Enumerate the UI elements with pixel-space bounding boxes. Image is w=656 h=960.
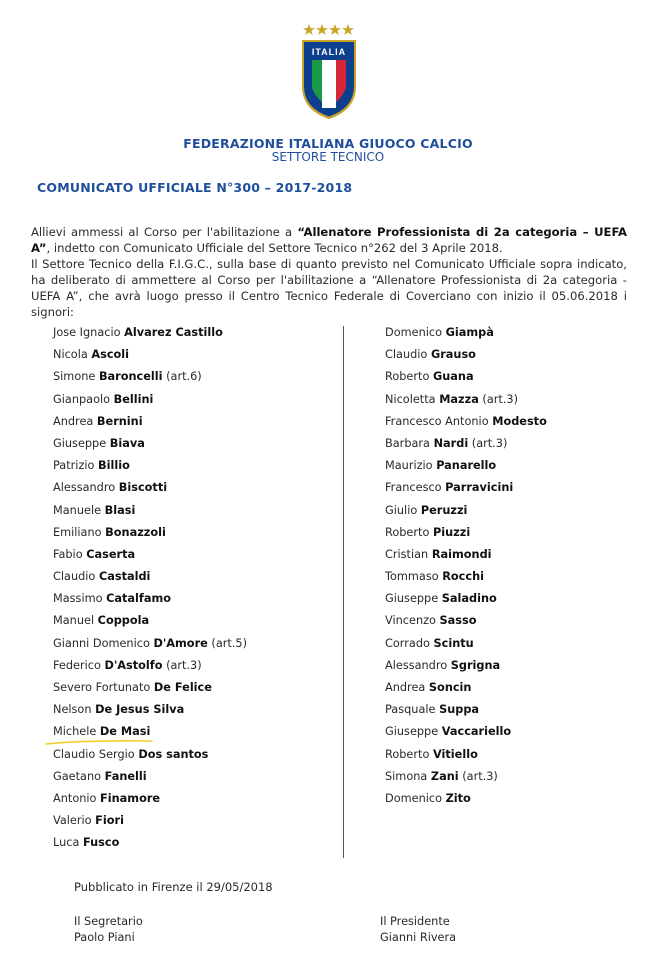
document-title: COMUNICATO UFFICIALE N°300 – 2017-2018 [37, 180, 353, 195]
list-item [385, 459, 547, 481]
list-item [385, 370, 547, 392]
list-item [53, 570, 247, 592]
last-name: Giampà [445, 326, 494, 339]
list-item [53, 681, 247, 703]
article-note: (art.6) [166, 370, 202, 384]
list-item [53, 459, 247, 481]
first-name: Claudio Sergio [53, 747, 135, 761]
list-item [53, 526, 247, 548]
intro-text [31, 224, 627, 320]
last-name: Caserta [86, 547, 136, 561]
first-name: Alessandro [53, 481, 116, 495]
first-name: Emiliano [53, 525, 102, 539]
first-name: Massimo [53, 592, 103, 606]
secretary-title: Il Segretario [74, 915, 143, 928]
last-name: Peruzzi [420, 503, 468, 517]
last-name: Mazza [439, 392, 479, 406]
star-icon [303, 24, 354, 35]
list-item [53, 592, 247, 614]
first-name: Vincenzo [385, 614, 436, 628]
list-item [53, 637, 247, 659]
last-name: Parravicini [445, 481, 514, 495]
last-name: Dos santos [138, 747, 209, 761]
column-divider [343, 326, 344, 858]
article-note: (art.3) [471, 436, 508, 450]
last-name: Nardi [433, 436, 469, 450]
article-note: (art.5) [211, 636, 247, 650]
last-name: Biava [109, 436, 145, 450]
first-name: Luca [53, 836, 80, 850]
organization-department: SETTORE TECNICO [271, 150, 385, 164]
list-item [53, 370, 247, 392]
list-item [385, 681, 547, 703]
left-name-list [53, 326, 247, 859]
first-name: Patrizio [53, 459, 95, 473]
list-item [385, 792, 547, 814]
first-name: Simone [53, 370, 96, 384]
list-item [385, 592, 547, 614]
last-name: Zani [430, 769, 459, 783]
first-name: Severo Fortunato [53, 681, 151, 694]
first-name: Giuseppe [53, 436, 107, 450]
last-name: Vitiello [432, 747, 478, 761]
last-name: Sasso [439, 614, 477, 628]
first-name: Maurizio [385, 459, 433, 473]
list-item [53, 836, 247, 858]
list-item [385, 481, 547, 503]
secretary-name: Paolo Piani [74, 931, 135, 944]
last-name: Finamore [100, 791, 161, 805]
first-name: Gianpaolo [53, 392, 111, 406]
first-name: Domenico [385, 326, 442, 339]
first-name: Domenico [385, 791, 442, 805]
list-item [53, 703, 247, 725]
last-name: Suppa [439, 703, 480, 717]
list-item [53, 326, 247, 348]
first-name: Gaetano [53, 769, 102, 783]
last-name: Alvarez Castillo [124, 326, 223, 339]
list-item [53, 504, 247, 526]
list-item [53, 792, 247, 814]
last-name: De Masi [99, 725, 151, 739]
first-name: Barbara [385, 436, 430, 450]
publication-note: Pubblicato in Firenze il 29/05/2018 [74, 880, 273, 894]
organization-name: FEDERAZIONE ITALIANA GIUOCO CALCIO [183, 136, 473, 151]
last-name: Bellini [113, 392, 154, 406]
first-name: Francesco [385, 481, 442, 495]
list-item [53, 481, 247, 503]
last-name: Baroncelli [98, 370, 163, 384]
last-name: Guana [432, 370, 474, 384]
last-name: D'Astolfo [104, 658, 163, 672]
first-name: Nicoletta [385, 392, 436, 406]
last-name: Ascoli [91, 348, 130, 362]
last-name: Catalfamo [106, 592, 171, 606]
first-name: Valerio [53, 814, 92, 828]
intro-p1-end: , indetto con Comunicato Ufficiale del Settore Tecnico n°262 del 3 Aprile 2018. [46, 241, 503, 255]
first-name: Gianni Domenico [53, 636, 150, 650]
signature-president [380, 914, 456, 946]
list-item [385, 725, 547, 747]
list-item [385, 526, 547, 548]
last-name: De Jesus Silva [95, 703, 185, 717]
list-item [385, 748, 547, 770]
list-item [385, 659, 547, 681]
first-name: Andrea [53, 414, 94, 428]
president-title: Il Presidente [380, 915, 450, 928]
list-item [385, 570, 547, 592]
article-note: (art.3) [462, 769, 498, 783]
list-item [385, 348, 547, 370]
list-item [385, 437, 547, 459]
first-name: Giuseppe [385, 725, 439, 739]
yellow-underline-mark [44, 738, 154, 746]
list-item [385, 703, 547, 725]
last-name: Blasi [104, 503, 136, 517]
first-name: Giuseppe [385, 592, 439, 606]
list-item [385, 326, 547, 348]
last-name: Zito [445, 791, 471, 805]
list-item [53, 614, 247, 636]
list-item [385, 548, 547, 570]
first-name: Roberto [385, 525, 430, 539]
signature-secretary [74, 914, 143, 946]
list-item [385, 770, 547, 792]
list-item [385, 614, 547, 636]
first-name: Cristian [385, 547, 429, 561]
list-item [53, 748, 247, 770]
last-name: Vaccariello [441, 725, 512, 739]
intro-p1-start: Allievi ammessi al Corso per l'abilitazione a [31, 225, 298, 239]
first-name: Corrado [385, 636, 430, 650]
last-name: Fiori [95, 814, 124, 828]
first-name: Jose Ignacio [53, 326, 121, 339]
intro-paragraph-1 [31, 224, 627, 256]
first-name: Claudio [385, 348, 428, 362]
list-item [53, 415, 247, 437]
last-name: Panarello [436, 459, 497, 473]
last-name: Piuzzi [432, 525, 471, 539]
list-item [53, 814, 247, 836]
first-name: Andrea [385, 681, 426, 694]
list-item [385, 637, 547, 659]
first-name: Fabio [53, 547, 83, 561]
last-name: D'Amore [153, 636, 208, 650]
list-item [53, 348, 247, 370]
last-name: Grauso [430, 348, 476, 362]
president-name: Gianni Rivera [380, 931, 457, 944]
first-name: Manuel [53, 614, 95, 628]
first-name: Nicola [53, 348, 88, 362]
article-note: (art.3) [482, 392, 519, 406]
first-name: Federico [53, 658, 101, 672]
last-name: Castaldi [98, 570, 151, 584]
last-name: Fanelli [104, 769, 147, 783]
last-name: Rocchi [442, 570, 484, 584]
first-name: Roberto [385, 370, 430, 384]
first-name: Giulio [385, 503, 418, 517]
list-item [385, 393, 547, 415]
list-item [385, 504, 547, 526]
first-name: Manuele [53, 503, 102, 517]
first-name: Pasquale [385, 703, 436, 717]
first-name: Tommaso [385, 570, 439, 584]
list-item [53, 770, 247, 792]
first-name: Claudio [53, 570, 96, 584]
figc-crest-logo [300, 24, 358, 120]
list-item [385, 415, 547, 437]
first-name: Alessandro [385, 658, 448, 672]
intro-paragraph-2: Il Settore Tecnico della F.I.G.C., sulla base di quanto previsto nel Comunicato Ufficiale sopra indicato, ha deliberato di ammettere al Corso per l'abilitazione a “Allenatore Professionista di 2a categoria - UEFA A”, che avrà luogo presso il Centro Tecnico Federale di Coverciano con inizio il 05.06.2018 i signori: [31, 257, 627, 319]
last-name: Soncin [428, 681, 472, 694]
last-name: Billio [98, 459, 130, 473]
right-name-list [385, 326, 547, 814]
last-name: Scintu [433, 636, 474, 650]
list-item [53, 659, 247, 681]
last-name: Saladino [441, 592, 497, 606]
first-name: Nelson [53, 703, 92, 717]
last-name: Bernini [96, 414, 143, 428]
list-item [53, 437, 247, 459]
first-name: Michele [53, 725, 97, 739]
list-item [53, 548, 247, 570]
course-title: “Allenatore Professionista di 2a categoria – UEFA A” [31, 225, 627, 255]
last-name: Sgrigna [450, 658, 501, 672]
last-name: Fusco [82, 836, 120, 850]
first-name: Simona [385, 769, 428, 783]
last-name: Raimondi [431, 547, 492, 561]
last-name: Bonazzoli [105, 525, 166, 539]
last-name: Biscotti [118, 481, 168, 495]
last-name: Coppola [97, 614, 150, 628]
article-note: (art.3) [166, 658, 202, 672]
first-name: Francesco Antonio [385, 414, 489, 428]
last-name: De Felice [153, 681, 212, 694]
list-item [53, 393, 247, 415]
first-name: Antonio [53, 791, 97, 805]
crest-text: ITALIA [311, 47, 347, 57]
last-name: Modesto [492, 414, 547, 428]
first-name: Roberto [385, 747, 430, 761]
